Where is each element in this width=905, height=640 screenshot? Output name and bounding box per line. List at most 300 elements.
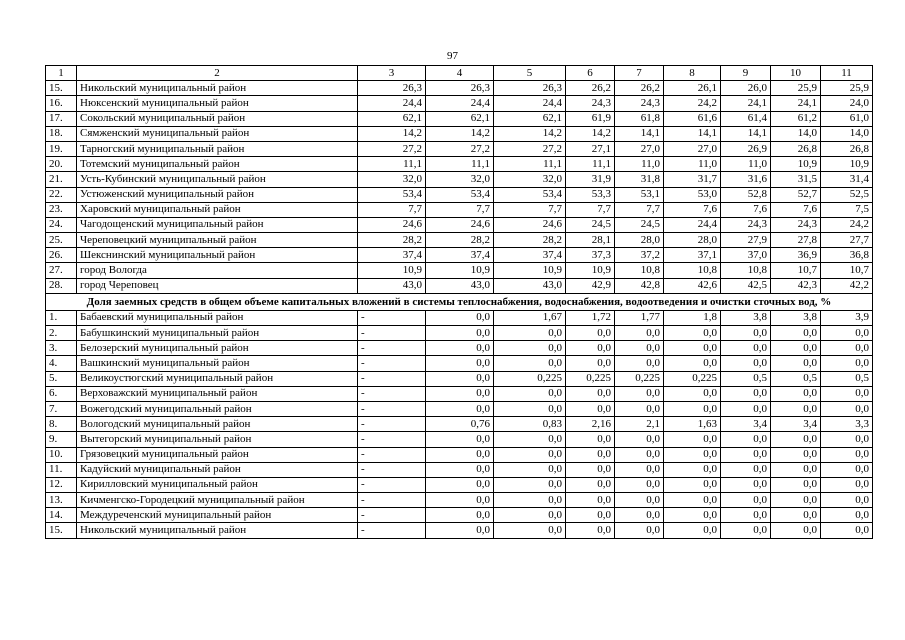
value-cell: 0,0 [426,493,494,508]
value-cell: 43,0 [358,278,426,293]
value-cell: 24,4 [494,96,566,111]
header-cell: 7 [615,66,664,81]
value-cell: 0,0 [721,326,771,341]
value-cell: 61,2 [771,111,821,126]
value-cell: 0,0 [494,462,566,477]
value-cell: 7,6 [771,202,821,217]
value-cell: 0,0 [566,326,615,341]
value-cell: 0,0 [615,356,664,371]
value-cell: 42,9 [566,278,615,293]
value-cell: 3,4 [771,417,821,432]
value-cell: 0,0 [821,508,873,523]
value-cell: 61,8 [615,111,664,126]
table-row [46,508,873,523]
value-cell: 26,2 [615,81,664,96]
value-cell: 0,0 [615,326,664,341]
row-number: 15. [46,523,77,538]
table-row [46,126,873,141]
value-cell: 31,4 [821,172,873,187]
value-cell: 0,225 [494,371,566,386]
district-name: Устюженский муниципальный район [77,187,358,202]
row-number: 18. [46,126,77,141]
row-number: 7. [46,401,77,416]
value-cell: 26,1 [664,81,721,96]
header-row [46,66,873,81]
value-cell: 24,5 [566,217,615,232]
value-cell: 0,5 [821,371,873,386]
value-cell: 0,0 [821,386,873,401]
table-row [46,341,873,356]
value-cell: 0,0 [721,341,771,356]
table-row [46,447,873,462]
value-cell: 7,7 [566,202,615,217]
value-cell: 0,0 [721,386,771,401]
value-cell: 3,4 [721,417,771,432]
row-number: 28. [46,278,77,293]
value-cell: 7,6 [721,202,771,217]
value-cell: 42,2 [821,278,873,293]
value-cell: 26,8 [771,141,821,156]
table-row [46,81,873,96]
value-cell: 10,9 [566,263,615,278]
row-number: 2. [46,326,77,341]
value-cell: 0,0 [426,401,494,416]
value-cell: 11,1 [426,157,494,172]
district-name: Череповецкий муниципальный район [77,233,358,248]
value-cell: 0,0 [721,356,771,371]
table-row [46,310,873,325]
value-cell: 0,0 [566,341,615,356]
row-number: 19. [46,141,77,156]
value-cell: 0,0 [426,477,494,492]
value-cell: - [358,326,426,341]
value-cell: 0,225 [615,371,664,386]
row-number: 5. [46,371,77,386]
value-cell: 24,3 [721,217,771,232]
value-cell: 0,0 [771,356,821,371]
value-cell: 0,0 [615,432,664,447]
district-name: Кирилловский муниципальный район [77,477,358,492]
value-cell: 0,0 [494,341,566,356]
value-cell: 26,3 [358,81,426,96]
district-name: Никольский муниципальный район [77,523,358,538]
value-cell: 0,0 [615,341,664,356]
value-cell: 0,0 [566,523,615,538]
value-cell: 0,0 [615,447,664,462]
value-cell: 24,2 [664,96,721,111]
value-cell: 0,0 [664,326,721,341]
row-number: 4. [46,356,77,371]
value-cell: 0,0 [615,386,664,401]
value-cell: 0,0 [721,432,771,447]
value-cell: 10,9 [771,157,821,172]
value-cell: 24,5 [615,217,664,232]
value-cell: 0,0 [771,432,821,447]
district-name: город Вологда [77,263,358,278]
table-row [46,111,873,126]
value-cell: 14,2 [358,126,426,141]
value-cell: 25,9 [771,81,821,96]
value-cell: 31,7 [664,172,721,187]
value-cell: 28,0 [615,233,664,248]
value-cell: 0,0 [721,401,771,416]
row-number: 14. [46,508,77,523]
value-cell: 11,0 [615,157,664,172]
value-cell: 27,8 [771,233,821,248]
section-header-row [46,293,873,310]
value-cell: - [358,477,426,492]
value-cell: 24,4 [664,217,721,232]
value-cell: 24,1 [721,96,771,111]
value-cell: 0,0 [771,401,821,416]
value-cell: 7,7 [615,202,664,217]
value-cell: 62,1 [494,111,566,126]
district-name: Междуреченский муниципальный район [77,508,358,523]
value-cell: 0,0 [771,493,821,508]
district-name: Чагодощенский муниципальный район [77,217,358,232]
value-cell: 24,3 [615,96,664,111]
table-row [46,263,873,278]
value-cell: 11,1 [358,157,426,172]
value-cell: 0,0 [426,508,494,523]
district-name: Верховажский муниципальный район [77,386,358,401]
value-cell: 24,2 [821,217,873,232]
row-number: 12. [46,477,77,492]
value-cell: 0,0 [566,477,615,492]
row-number: 10. [46,447,77,462]
value-cell: 0,0 [426,386,494,401]
district-name: Бабаевский муниципальный район [77,310,358,325]
district-name: Нюксенский муниципальный район [77,96,358,111]
value-cell: 10,9 [494,263,566,278]
value-cell: 0,0 [494,523,566,538]
value-cell: 1,8 [664,310,721,325]
table-row [46,157,873,172]
district-name: город Череповец [77,278,358,293]
value-cell: 14,1 [664,126,721,141]
table-row [46,523,873,538]
value-cell: 0,0 [721,493,771,508]
value-cell: 10,9 [426,263,494,278]
value-cell: 0,0 [721,523,771,538]
value-cell: 26,8 [821,141,873,156]
table-row [46,217,873,232]
value-cell: 31,6 [721,172,771,187]
value-cell: 0,0 [566,401,615,416]
value-cell: 11,1 [494,157,566,172]
value-cell: 24,4 [358,96,426,111]
value-cell: 37,4 [494,248,566,263]
value-cell: 61,0 [821,111,873,126]
value-cell: 0,0 [721,477,771,492]
district-name: Вашкинский муниципальный район [77,356,358,371]
value-cell: 0,225 [664,371,721,386]
value-cell: 37,4 [426,248,494,263]
value-cell: 36,8 [821,248,873,263]
value-cell: 14,2 [494,126,566,141]
row-number: 8. [46,417,77,432]
value-cell: 53,0 [664,187,721,202]
table-row [46,278,873,293]
row-number: 25. [46,233,77,248]
value-cell: 0,0 [664,523,721,538]
value-cell: 26,3 [494,81,566,96]
value-cell: 0,0 [494,326,566,341]
value-cell: 0,0 [821,523,873,538]
value-cell: 28,2 [494,233,566,248]
row-number: 17. [46,111,77,126]
row-number: 16. [46,96,77,111]
table-row [46,172,873,187]
value-cell: 11,0 [721,157,771,172]
value-cell: 7,7 [358,202,426,217]
value-cell: 0,0 [426,432,494,447]
value-cell: 0,0 [494,447,566,462]
row-number: 27. [46,263,77,278]
row-number: 24. [46,217,77,232]
value-cell: 24,6 [494,217,566,232]
value-cell: 0,0 [721,447,771,462]
value-cell: 10,7 [771,263,821,278]
value-cell: 0,0 [494,508,566,523]
value-cell: 3,9 [821,310,873,325]
value-cell: - [358,371,426,386]
value-cell: 32,0 [494,172,566,187]
value-cell: 42,6 [664,278,721,293]
value-cell: 0,0 [771,462,821,477]
value-cell: 0,0 [771,477,821,492]
value-cell: 52,7 [771,187,821,202]
value-cell: 25,9 [821,81,873,96]
value-cell: 0,0 [566,447,615,462]
value-cell: 28,2 [358,233,426,248]
table-row [46,493,873,508]
value-cell: 0,0 [426,523,494,538]
value-cell: 53,4 [426,187,494,202]
value-cell: 3,8 [721,310,771,325]
table-row [46,187,873,202]
value-cell: 37,2 [615,248,664,263]
value-cell: 0,0 [664,447,721,462]
table-row [46,248,873,263]
value-cell: 0,0 [615,401,664,416]
value-cell: 24,6 [426,217,494,232]
value-cell: 14,1 [615,126,664,141]
table-row [46,141,873,156]
district-name: Сямженский муниципальный район [77,126,358,141]
value-cell: 0,0 [566,386,615,401]
value-cell: 26,9 [721,141,771,156]
value-cell: 24,3 [771,217,821,232]
table-row [46,477,873,492]
value-cell: 36,9 [771,248,821,263]
value-cell: 0,0 [771,447,821,462]
value-cell: 0,0 [615,462,664,477]
value-cell: - [358,310,426,325]
row-number: 21. [46,172,77,187]
value-cell: 24,4 [426,96,494,111]
value-cell: 10,8 [664,263,721,278]
header-cell: 9 [721,66,771,81]
district-name: Сокольский муниципальный район [77,111,358,126]
page-number: 97 [447,50,458,62]
district-name: Кичменгско-Городецкий муниципальный район [77,493,358,508]
row-number: 13. [46,493,77,508]
value-cell: 0,0 [821,341,873,356]
value-cell: 0,0 [494,477,566,492]
value-cell: 11,1 [566,157,615,172]
value-cell: 0,83 [494,417,566,432]
row-number: 26. [46,248,77,263]
value-cell: 1,67 [494,310,566,325]
value-cell: 7,7 [426,202,494,217]
value-cell: 0,0 [426,326,494,341]
header-cell: 11 [821,66,873,81]
value-cell: 42,5 [721,278,771,293]
value-cell: 0,0 [615,523,664,538]
value-cell: 10,9 [821,157,873,172]
value-cell: - [358,523,426,538]
value-cell: 31,5 [771,172,821,187]
value-cell: - [358,341,426,356]
value-cell: 0,0 [821,401,873,416]
value-cell: 10,8 [615,263,664,278]
value-cell: 0,0 [426,447,494,462]
value-cell: 27,7 [821,233,873,248]
value-cell: 0,0 [566,493,615,508]
value-cell: 52,8 [721,187,771,202]
value-cell: 0,0 [664,493,721,508]
value-cell: 0,0 [771,508,821,523]
header-cell: 1 [46,66,77,81]
value-cell: 0,0 [426,371,494,386]
header-cell: 10 [771,66,821,81]
value-cell: 37,1 [664,248,721,263]
value-cell: 14,0 [821,126,873,141]
table-row [46,356,873,371]
row-number: 11. [46,462,77,477]
value-cell: 32,0 [358,172,426,187]
table-row [46,401,873,416]
district-name: Вытегорский муниципальный район [77,432,358,447]
value-cell: 3,3 [821,417,873,432]
value-cell: 3,8 [771,310,821,325]
table-row [46,96,873,111]
table-row [46,386,873,401]
value-cell: 61,4 [721,111,771,126]
value-cell: 0,0 [566,508,615,523]
value-cell: 43,0 [494,278,566,293]
value-cell: 1,77 [615,310,664,325]
table-row [46,417,873,432]
value-cell: 28,1 [566,233,615,248]
value-cell: 53,3 [566,187,615,202]
district-name: Тотемский муниципальный район [77,157,358,172]
value-cell: 2,1 [615,417,664,432]
value-cell: 42,8 [615,278,664,293]
value-cell: 0,0 [494,401,566,416]
value-cell: 0,0 [664,341,721,356]
value-cell: 0,0 [664,462,721,477]
data-table [45,65,873,539]
value-cell: 0,0 [426,356,494,371]
value-cell: 0,225 [566,371,615,386]
table-row [46,202,873,217]
header-cell: 4 [426,66,494,81]
district-name: Усть-Кубинский муниципальный район [77,172,358,187]
value-cell: 0,0 [771,326,821,341]
table-row [46,371,873,386]
district-name: Белозерский муниципальный район [77,341,358,356]
value-cell: - [358,462,426,477]
value-cell: 7,7 [494,202,566,217]
value-cell: 0,0 [664,386,721,401]
value-cell: 28,0 [664,233,721,248]
value-cell: 14,2 [426,126,494,141]
value-cell: 14,2 [566,126,615,141]
table-row [46,233,873,248]
table-row [46,326,873,341]
value-cell: 24,3 [566,96,615,111]
value-cell: 31,8 [615,172,664,187]
row-number: 1. [46,310,77,325]
value-cell: 26,3 [426,81,494,96]
value-cell: 7,5 [821,202,873,217]
value-cell: 27,9 [721,233,771,248]
value-cell: 0,0 [771,523,821,538]
value-cell: - [358,417,426,432]
district-name: Никольский муниципальный район [77,81,358,96]
row-number: 6. [46,386,77,401]
value-cell: 0,0 [821,462,873,477]
value-cell: 0,0 [494,493,566,508]
value-cell: 0,0 [615,493,664,508]
value-cell: 61,9 [566,111,615,126]
value-cell: 0,0 [721,508,771,523]
value-cell: 0,0 [615,477,664,492]
value-cell: 0,0 [771,341,821,356]
value-cell: 0,0 [664,477,721,492]
section-title: Доля заемных средств в общем объеме капитальных вложений в системы теплоснабжения, водоснабжения, водоотведения и очистки сточных вод, % [46,293,873,310]
value-cell: 43,0 [426,278,494,293]
value-cell: 0,0 [566,462,615,477]
value-cell: - [358,356,426,371]
value-cell: 10,7 [821,263,873,278]
value-cell: 14,0 [771,126,821,141]
value-cell: 24,6 [358,217,426,232]
district-name: Вожегодский муниципальный район [77,401,358,416]
value-cell: 53,4 [494,187,566,202]
value-cell: 7,6 [664,202,721,217]
value-cell: 27,0 [664,141,721,156]
value-cell: 11,0 [664,157,721,172]
value-cell: 27,0 [615,141,664,156]
value-cell: 0,0 [771,386,821,401]
value-cell: 27,2 [358,141,426,156]
value-cell: 0,0 [821,356,873,371]
value-cell: 27,1 [566,141,615,156]
value-cell: 0,0 [566,432,615,447]
value-cell: 0,0 [721,462,771,477]
value-cell: 62,1 [358,111,426,126]
value-cell: 28,2 [426,233,494,248]
value-cell: 14,1 [721,126,771,141]
value-cell: 10,9 [358,263,426,278]
value-cell: - [358,447,426,462]
row-number: 23. [46,202,77,217]
district-name: Грязовецкий муниципальный район [77,447,358,462]
value-cell: 0,5 [721,371,771,386]
